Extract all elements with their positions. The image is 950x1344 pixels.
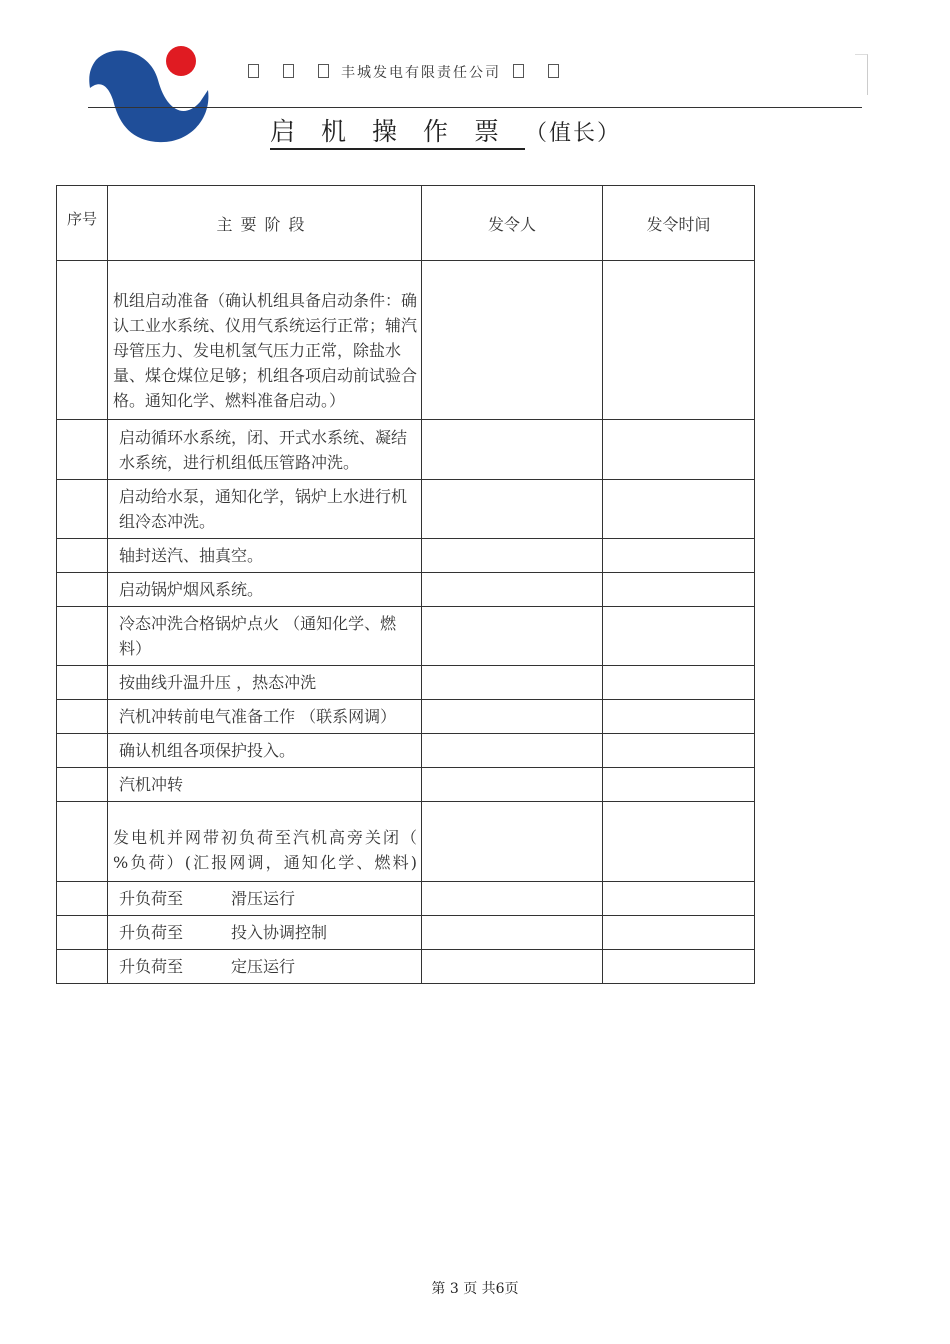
row-issuer[interactable] xyxy=(422,882,603,916)
table-header-row xyxy=(57,186,755,261)
row-seq xyxy=(57,802,108,882)
header-corner-mark xyxy=(855,54,868,95)
table-row xyxy=(57,882,755,916)
row-time[interactable] xyxy=(603,420,755,480)
row-seq xyxy=(57,480,108,539)
company-name xyxy=(236,62,571,82)
header-divider xyxy=(88,107,862,108)
row-time[interactable] xyxy=(603,768,755,802)
table-row xyxy=(57,539,755,573)
row-stage: 汽机冲转 xyxy=(108,768,422,802)
row-time[interactable] xyxy=(603,573,755,607)
row-seq xyxy=(57,666,108,700)
row-time[interactable] xyxy=(603,950,755,984)
operation-table xyxy=(56,185,755,984)
row-seq xyxy=(57,607,108,666)
row-time[interactable] xyxy=(603,666,755,700)
row-time[interactable] xyxy=(603,480,755,539)
row-seq xyxy=(57,882,108,916)
header-issuer: 发令人 xyxy=(422,186,603,261)
row-seq xyxy=(57,768,108,802)
row-issuer[interactable] xyxy=(422,261,603,420)
row-time[interactable] xyxy=(603,539,755,573)
table-row xyxy=(57,734,755,768)
table-row xyxy=(57,700,755,734)
row-time[interactable] xyxy=(603,607,755,666)
table-row xyxy=(57,666,755,700)
placeholder-box-icon xyxy=(318,64,329,78)
row-stage: 轴封送汽、抽真空。 xyxy=(108,539,422,573)
row-issuer[interactable] xyxy=(422,607,603,666)
row-time[interactable] xyxy=(603,700,755,734)
row-issuer[interactable] xyxy=(422,700,603,734)
row-time[interactable] xyxy=(603,734,755,768)
row-seq xyxy=(57,950,108,984)
row-stage: 启动锅炉烟风系统。 xyxy=(108,573,422,607)
placeholder-box-icon xyxy=(513,64,524,78)
table-row xyxy=(57,261,755,420)
row-seq xyxy=(57,573,108,607)
row-issuer[interactable] xyxy=(422,734,603,768)
row-issuer[interactable] xyxy=(422,916,603,950)
document-title xyxy=(270,112,621,148)
row-issuer[interactable] xyxy=(422,420,603,480)
row-stage: 冷态冲洗合格锅炉点火 （通知化学、燃料） xyxy=(108,607,422,666)
row-stage: 升负荷至 滑压运行 xyxy=(108,882,422,916)
row-time[interactable] xyxy=(603,916,755,950)
placeholder-box-icon xyxy=(283,64,294,78)
row-issuer[interactable] xyxy=(422,666,603,700)
row-seq xyxy=(57,734,108,768)
table-row xyxy=(57,607,755,666)
company-name-text: 丰城发电有限责任公司 xyxy=(341,65,501,81)
table-row xyxy=(57,768,755,802)
row-seq xyxy=(57,916,108,950)
header-time: 发令时间 xyxy=(603,186,755,261)
row-stage: 升负荷至 定压运行 xyxy=(108,950,422,984)
table-row xyxy=(57,420,755,480)
row-stage: 汽机冲转前电气准备工作 （联系网调） xyxy=(108,700,422,734)
row-stage: 确认机组各项保护投入。 xyxy=(108,734,422,768)
table-row xyxy=(57,573,755,607)
header-seq: 序号 xyxy=(57,186,108,261)
row-stage: 按曲线升温升压 ，热态冲洗 xyxy=(108,666,422,700)
company-logo-icon xyxy=(88,40,213,145)
row-time[interactable] xyxy=(603,261,755,420)
row-stage: 启动给水泵，通知化学，锅炉上水进行机组冷态冲洗。 xyxy=(108,480,422,539)
row-seq xyxy=(57,700,108,734)
row-issuer[interactable] xyxy=(422,480,603,539)
row-stage: 发电机并网带初负荷至汽机高旁关闭（ %负荷）(汇报网调，通知化学、燃料) xyxy=(108,802,422,882)
row-seq xyxy=(57,420,108,480)
row-issuer[interactable] xyxy=(422,802,603,882)
table-row xyxy=(57,480,755,539)
row-issuer[interactable] xyxy=(422,539,603,573)
row-issuer[interactable] xyxy=(422,573,603,607)
page-number: 第 3 页 共6页 xyxy=(431,1281,519,1297)
row-stage: 机组启动准备（确认机组具备启动条件：确认工业水系统、仪用气系统运行正常；辅汽母管压力、发电机氢气压力正常，除盐水量、煤仓煤位足够；机组各项启动前试验合格。通知化学、燃料准备启动。） xyxy=(108,261,422,420)
title-main: 启机操作票 xyxy=(270,117,525,150)
table-row xyxy=(57,950,755,984)
row-seq xyxy=(57,539,108,573)
row-stage: 启动循环水系统，闭、开式水系统、凝结水系统，进行机组低压管路冲洗。 xyxy=(108,420,422,480)
row-time[interactable] xyxy=(603,802,755,882)
row-seq xyxy=(57,261,108,420)
placeholder-box-icon xyxy=(248,64,259,78)
row-issuer[interactable] xyxy=(422,768,603,802)
title-suffix: （值长） xyxy=(525,121,622,146)
placeholder-box-icon xyxy=(548,64,559,78)
row-issuer[interactable] xyxy=(422,950,603,984)
row-time[interactable] xyxy=(603,882,755,916)
row-stage: 升负荷至 投入协调控制 xyxy=(108,916,422,950)
table-row xyxy=(57,802,755,882)
header-stage: 主要阶段 xyxy=(108,186,422,261)
table-row xyxy=(57,916,755,950)
